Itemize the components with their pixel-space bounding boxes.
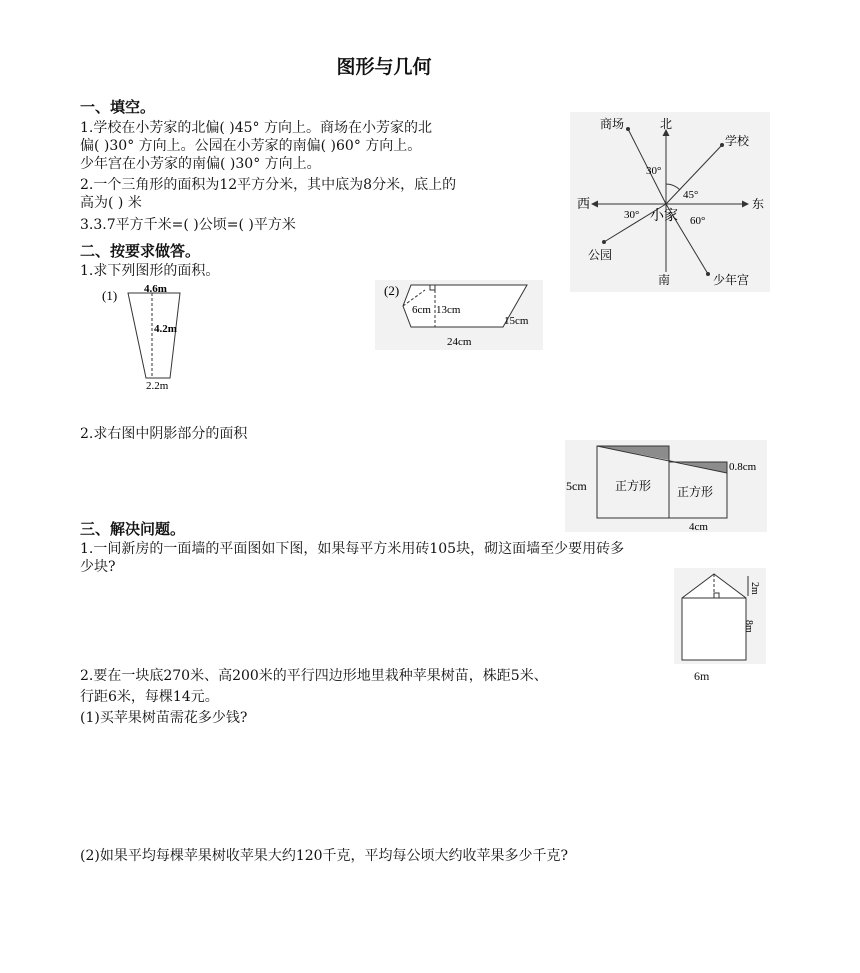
question-2-line-2: 高为( ) 米 [80,195,142,211]
angle-30-left: 30° [624,209,640,221]
wall-figure [674,568,766,664]
fig3-bottom-label: 4cm [689,521,708,532]
fig3-square-2-label: 正方形 [677,485,714,499]
section3-question-2-line-1: 2.要在一块底270米、高200米的平行四边形地里栽种苹果树苗，株距5米、 [80,668,548,684]
fig1-height: 4.2m [154,323,177,335]
fig2-base: 24cm [447,336,472,348]
section2-question-2: 2.求右图中阴影部分的面积 [80,426,248,442]
compass-diagram [570,112,770,292]
compass-youth-palace: 少年宫 [713,273,750,287]
question-2-line-1: 2.一个三角形的面积为12平方分米，其中底为8分米，底上的 [80,177,457,193]
section3-question-2-sub-1: (1)买苹果树苗需花多少钱? [80,710,248,726]
compass-south: 南 [658,273,671,287]
fig2-number: (2) [384,283,400,298]
two-squares-figure [565,440,767,532]
compass-north: 北 [660,117,673,131]
section2-heading: 二、按要求做答。 [80,242,201,260]
wall-top-height: 2m [749,582,760,595]
fig2-side-c: 15cm [504,315,529,327]
wall-width: 6m [694,669,710,683]
compass-east: 东 [752,197,765,211]
compass-west: 西 [577,196,591,211]
question-3: 3.3.7平方千米=( )公顷=( )平方米 [80,217,296,233]
wall-side-height: 8m [743,620,754,633]
fig1-bottom-length: 2.2m [146,380,169,392]
trapezoid-figure [98,280,208,395]
section3-question-2-sub-2: (2)如果平均每棵苹果树收苹果大约120千克，平均每公顷大约收苹果多少千克? [80,848,569,864]
fig3-left-side: 5cm [566,479,587,493]
section1-heading: 一、填空。 [80,98,156,116]
compass-park: 公园 [588,248,613,262]
section3-question-1-line-1: 1.一间新房的一面墙的平面图如下图，如果每平方米用砖105块，砌这面墙至少要用砖多 [80,541,625,557]
compass-school: 学校 [725,134,750,148]
section2-question-1: 1.求下列图形的面积。 [80,263,220,279]
parallelogram-figure [375,280,543,350]
question-1-line-3: 少年宫在小芳家的南偏( )30° 方向上。 [80,156,321,172]
fig2-side-a: 6cm [412,304,431,316]
angle-45: 45° [683,189,699,201]
section3-question-2-line-2: 行距6米，每棵14元。 [80,689,219,705]
fig3-square-1-label: 正方形 [615,479,652,493]
fig3-small-label: 0.8cm [729,461,757,473]
question-1-line-1: 1.学校在小芳家的北偏( )45° 方向上。商场在小芳家的北 [80,120,432,136]
fig1-top-length: 4.6m [144,283,167,295]
angle-30-top: 30° [646,165,662,177]
angle-60: 60° [690,215,706,227]
fig1-number: (1) [102,288,118,303]
fig2-side-b: 13cm [436,304,461,316]
section3-heading: 三、解决问题。 [80,520,186,538]
compass-mall: 商场 [600,117,625,131]
question-1-line-2: 偏( )30° 方向上。公园在小芳家的南偏( )60° 方向上。 [80,138,422,154]
section3-question-1-line-2: 少块? [80,559,116,575]
compass-home: 小家 [650,209,678,224]
page-title: 图形与几何 [336,56,432,78]
